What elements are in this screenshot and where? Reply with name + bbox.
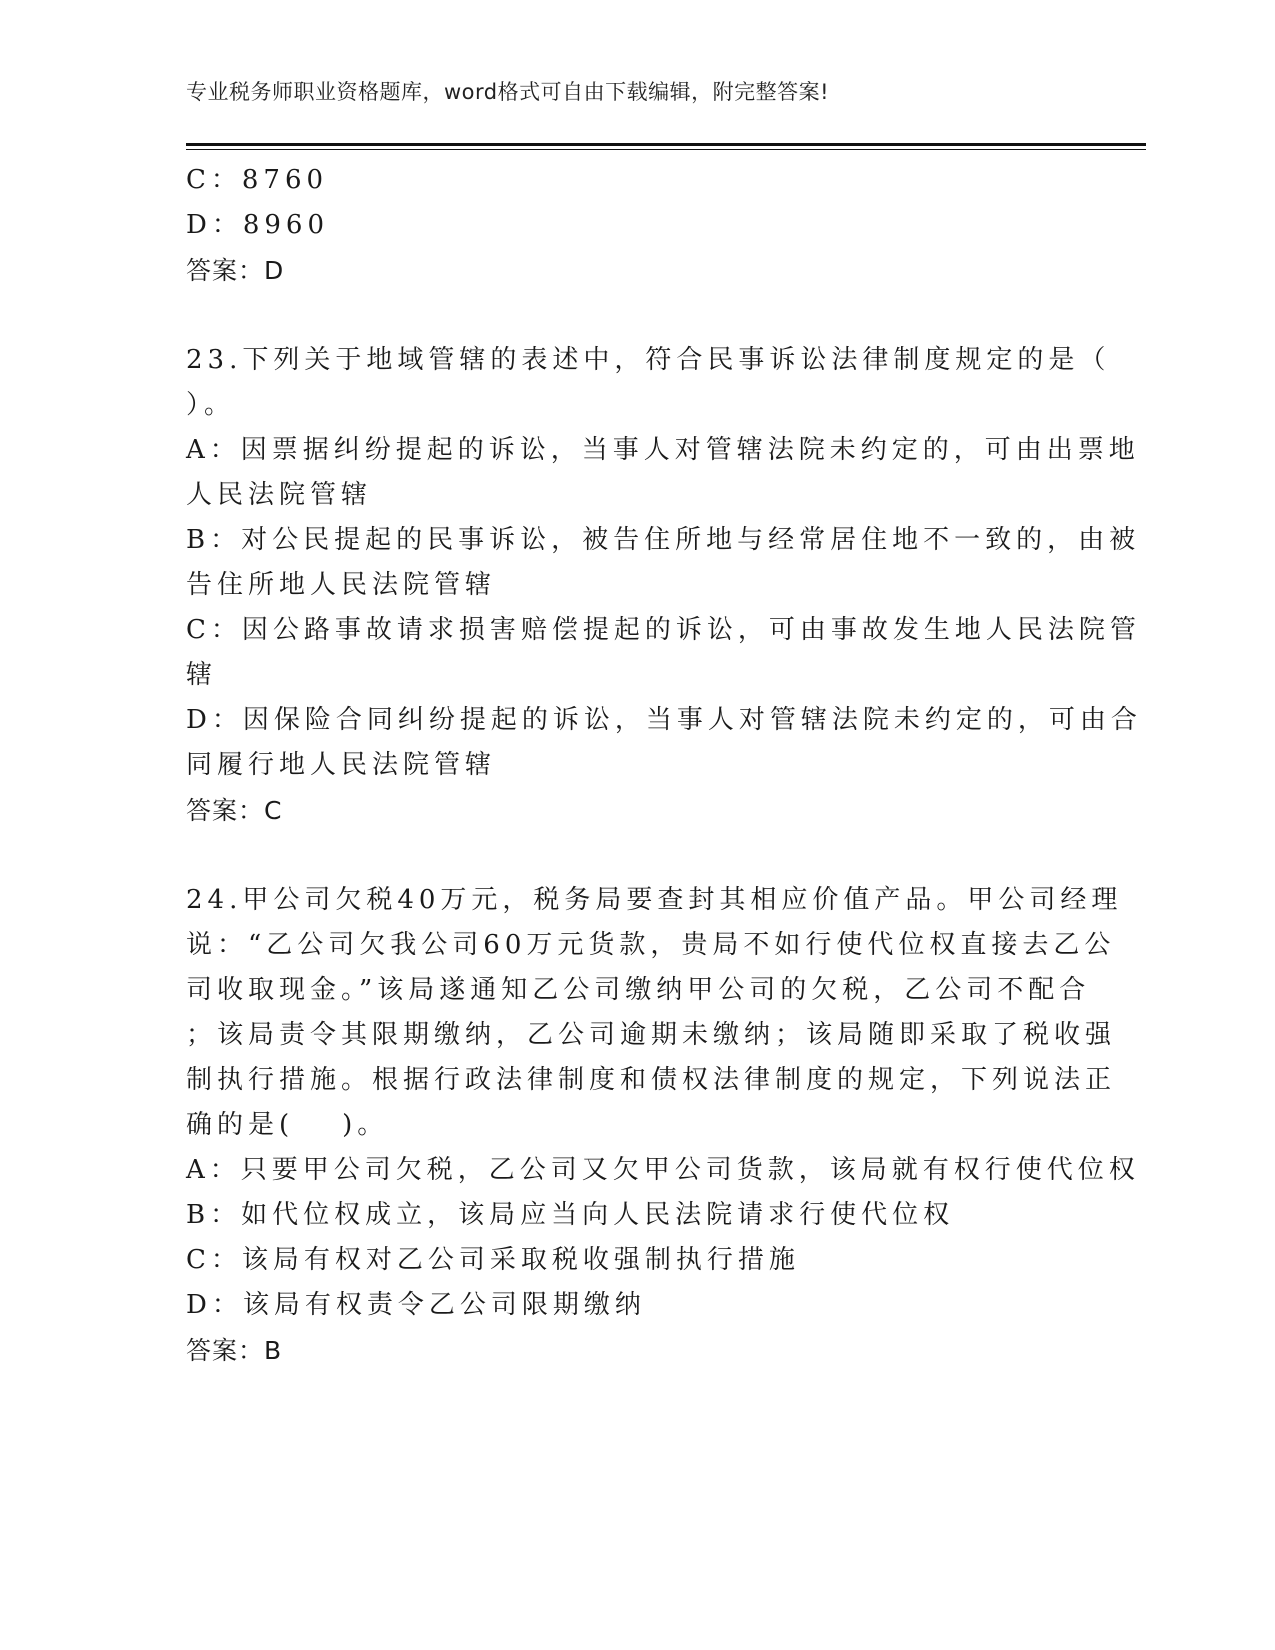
option-d-cont: 同履行地人民法院管辖 <box>186 750 497 780</box>
option-c: C：该局有权对乙公司采取税收强制执行措施 <box>186 1245 800 1275</box>
spacer <box>186 833 1066 878</box>
question-stem-cont: ；该局责令其限期缴纳，乙公司逾期未缴纳；该局随即采取了税收强 <box>186 1020 1117 1050</box>
question-24 <box>186 878 1140 1373</box>
question-stem-cont <box>186 1103 1066 1148</box>
question-stem: 23.下列关于地域管辖的表述中，符合民事诉讼法律制度规定的是（ <box>186 345 1111 375</box>
question-stem-cont: 司收取现金。”该局遂通知乙公司缴纳甲公司的欠税，乙公司不配合 <box>186 975 1091 1005</box>
header-rule <box>186 143 1146 146</box>
option-a: A：只要甲公司欠税，乙公司又欠甲公司货款，该局就有权行使代位权 <box>186 1155 1140 1185</box>
question-23 <box>186 338 1142 833</box>
question-content <box>186 158 1142 1373</box>
question-stem-cont: 制执行措施。根据行政法律制度和债权法律制度的规定，下列说法正 <box>186 1065 1117 1095</box>
question-stem: 24.甲公司欠税40万元，税务局要查封其相应价值产品。甲公司经理 <box>186 885 1123 915</box>
question-stem-cont: 说：“乙公司欠我公司60万元货款，贵局不如行使代位权直接去乙公 <box>186 930 1116 960</box>
stem-text: )。 <box>342 1110 389 1140</box>
option-d: D：8960 <box>186 210 330 240</box>
option-b-cont: 告住所地人民法院管辖 <box>186 570 497 600</box>
option-d: D：因保险合同纠纷提起的诉讼，当事人对管辖法院未约定的，可由合 <box>186 705 1142 735</box>
option-c: C：因公路事故请求损害赔偿提起的诉讼，可由事故发生地人民法院管 <box>186 615 1141 645</box>
header-rule-thin <box>186 149 1146 150</box>
answer: 答案：D <box>186 256 285 285</box>
answer: 答案：B <box>186 1336 283 1365</box>
stem-text: 确的是( <box>186 1110 295 1140</box>
option-d: D：该局有权责令乙公司限期缴纳 <box>186 1290 646 1320</box>
option-a: A：因票据纠纷提起的诉讼，当事人对管辖法院未约定的，可由出票地 <box>186 435 1140 465</box>
spacer <box>186 293 1066 338</box>
option-b: B：如代位权成立，该局应当向人民法院请求行使代位权 <box>186 1200 955 1230</box>
question-stem-cont: ）。 <box>186 390 236 420</box>
option-c-cont: 辖 <box>186 660 218 690</box>
answer: 答案：C <box>186 796 283 825</box>
option-a-cont: 人民法院管辖 <box>186 480 373 510</box>
option-c: C：8760 <box>186 165 329 195</box>
page-header: 专业税务师职业资格题库，word格式可自由下载编辑，附完整答案! <box>186 80 830 104</box>
option-b: B：对公民提起的民事诉讼，被告住所地与经常居住地不一致的，由被 <box>186 525 1141 555</box>
